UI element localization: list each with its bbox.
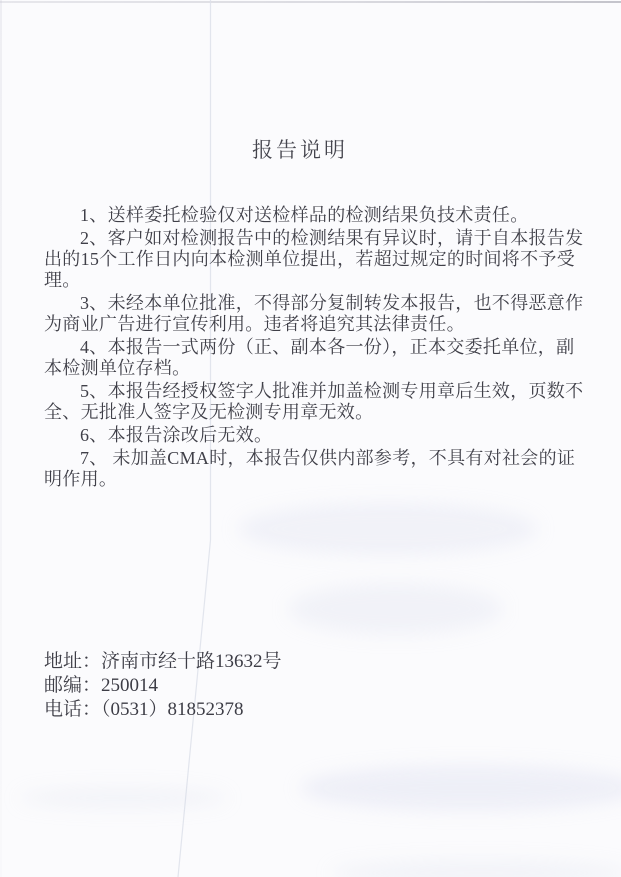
postcode-row [44, 674, 282, 698]
scan-bleedthrough-smudge [300, 766, 621, 810]
note-item-4: 4、本报告一式两份（正、副本各一份），正本交委托单位，副本检测单位存档。 [44, 337, 575, 378]
note-item-6: 6、本报告涂改后无效。 [80, 425, 273, 445]
scan-left-edge-artifact [0, 0, 2, 877]
note-item-1: 1、送样委托检验仅对送检样品的检测结果负技术责任。 [80, 205, 529, 225]
address-label: 地址： [44, 651, 102, 672]
page-title: 报告说明 [252, 138, 348, 162]
scan-bleedthrough-smudge [330, 860, 621, 877]
scan-bleedthrough-smudge [18, 788, 228, 808]
address-value: 济南市经十路13632号 [101, 651, 282, 672]
note-item-3: 3、未经本单位批准，不得部分复制转发本报告，也不得恶意作为商业广告进行宣传利用。违者将追究其法律责任。 [44, 293, 584, 334]
note-item-5: 5、本报告经授权签字人批准并加盖检测专用章后生效，页数不全、无批准人签字及无检测专用章无效。 [44, 381, 584, 422]
postcode-label: 邮编： [44, 675, 102, 696]
scan-top-edge-artifact [0, 1, 621, 3]
note-item-2: 2、客户如对检测报告中的检测结果有异议时，请于自本报告发出的15个工作日内向本检测单位提出，若超过规定的时间将不予受理。 [44, 228, 584, 290]
address-row [44, 650, 282, 674]
scan-bleedthrough-smudge [288, 583, 503, 635]
phone-row [44, 698, 282, 722]
report-notes-section [44, 205, 584, 492]
phone-label: 电话： [44, 699, 102, 720]
phone-value: （0531）81852378 [101, 699, 244, 720]
note-item-7: 7、 未加盖CMA时，本报告仅供内部参考，不具有对社会的证明作用。 [44, 448, 576, 489]
scan-bleedthrough-smudge [238, 503, 538, 555]
postcode-value: 250014 [101, 675, 159, 696]
contact-info-section [44, 650, 282, 722]
